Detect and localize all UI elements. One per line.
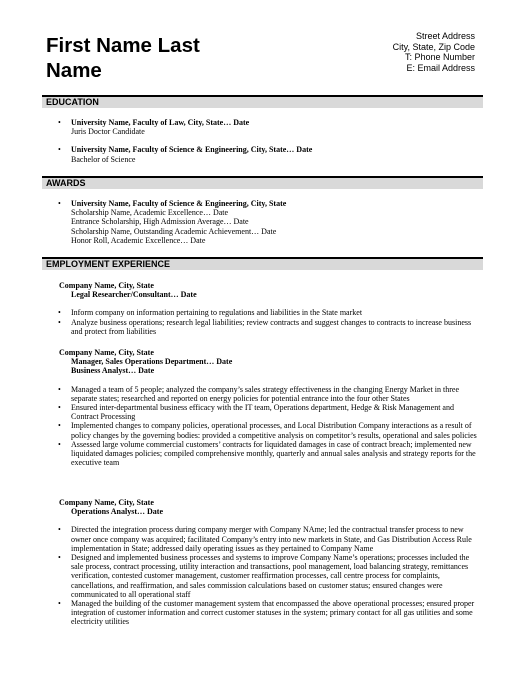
job-bullet: • Inform company on information pertaining to regulations and liabilities in the State market	[71, 308, 482, 317]
job-entry	[42, 498, 482, 627]
awards-heading	[42, 176, 483, 189]
job-bullets	[42, 308, 482, 336]
job-header	[42, 498, 482, 516]
education-section	[42, 118, 482, 164]
email-address: E: Email Address	[406, 62, 475, 73]
job-bullet: • Designed and implemented business processes and systems to improve Company Name’s operations; processes included the sale process, contract processing, utility interaction and transactions, pool management, load balancing strategy, remittances verification, contested customer management, customer reaffirmation processes, call centre process for complaints, cancellations, and reaffirmation, and sales commission calculations based on customer status; ensured changes were communicated to all operational staff	[71, 553, 482, 599]
education-heading	[42, 95, 483, 108]
award-line: Entrance Scholarship, High Admission Average… Date	[71, 217, 249, 227]
job-bullet: • Managed the building of the customer management system that encompassed the above operational processes; ensured proper integration of customer information and correct customer statuses in the system; primary contact for all gas utilities and some electricity utilities	[71, 599, 482, 627]
job-header	[42, 348, 482, 376]
employment-heading-text: EMPLOYMENT EXPERIENCE	[46, 259, 171, 269]
job-bullet: • Assessed large volume commercial customers’ contracts for liquidated damages in case of contract breach; implemented new liquidated damages policies; compiled comprehensive monthly, quarterly and annual sales analysis and strategy reports for the executive team	[71, 440, 482, 468]
job-bullet: • Managed a team of 5 people; analyzed the company’s sales strategy effectiveness in the changing Energy Market in three separate states; researched and reported on energy policies for potential entrance into the four other States	[71, 385, 482, 403]
education-list	[42, 118, 482, 164]
job-role: Operations Analyst… Date	[71, 507, 163, 517]
awards-heading-text: AWARDS	[46, 178, 86, 188]
award-line: Honor Roll, Academic Excellence… Date	[71, 235, 206, 245]
job-company: Company Name, City, State	[59, 498, 154, 507]
employment-heading	[42, 257, 483, 270]
education-degree: Juris Doctor Candidate	[71, 127, 145, 137]
education-item	[71, 118, 482, 136]
job-company: Company Name, City, State	[59, 281, 154, 290]
job-company: Company Name, City, State	[59, 348, 154, 357]
job-bullet: • Ensured inter-departmental business efficacy with the IT team, Operations department, Hedge & Risk Management and Contract Processing	[71, 403, 482, 421]
job-bullet: • Directed the integration process during company merger with Company NAme; led the contractual transfer process to new owner once company was acquired; facilitated Company’s entry into new markets in State, and Gas Distribution Access Rule implementation in State; addressed daily operating issues as they pertained to Company Name	[71, 525, 482, 553]
education-title: • University Name, Faculty of Law, City, State… Date	[71, 118, 250, 127]
job-role: Business Analyst… Date	[71, 366, 155, 376]
job-bullet: • Analyze business operations; research legal liabilities; review contracts and suggest changes to contracts to increase business and protect from liabilities	[71, 318, 482, 336]
awards-list	[42, 199, 482, 245]
education-heading-text: EDUCATION	[46, 97, 99, 107]
awards-section	[42, 199, 482, 245]
contact-block	[393, 31, 475, 73]
city-state-zip: City, State, Zip Code	[392, 41, 475, 52]
name-line-2: Name	[46, 59, 102, 82]
job-bullets	[42, 525, 482, 626]
award-item	[71, 199, 482, 245]
job-entry	[42, 281, 482, 336]
education-degree: Bachelor of Science	[71, 154, 136, 164]
award-institution: • University Name, Faculty of Science & Engineering, City, State	[71, 199, 287, 208]
phone-number: T: Phone Number	[404, 52, 475, 63]
street-address: Street Address	[415, 31, 475, 41]
job-header	[42, 281, 482, 299]
education-item	[71, 145, 482, 163]
job-bullet: • Implemented changes to company policies, operational processes, and Local Distribution Company interactions as a result of policy changes by the governing bodies: provided a competitive analysis on competitor’s results, operational and sales policies	[71, 421, 482, 439]
award-line: Scholarship Name, Outstanding Academic Achievement… Date	[71, 226, 277, 236]
name-line-1: First Name Last	[46, 34, 200, 57]
job-entry	[42, 348, 482, 467]
candidate-name	[46, 33, 306, 83]
education-title: • University Name, Faculty of Science & Engineering, City, State… Date	[71, 145, 313, 155]
award-line: Scholarship Name, Academic Excellence… Date	[71, 208, 229, 218]
job-role: Manager, Sales Operations Department… Date	[71, 357, 233, 367]
job-bullets	[42, 385, 482, 468]
job-role: Legal Researcher/Consultant… Date	[71, 290, 197, 300]
